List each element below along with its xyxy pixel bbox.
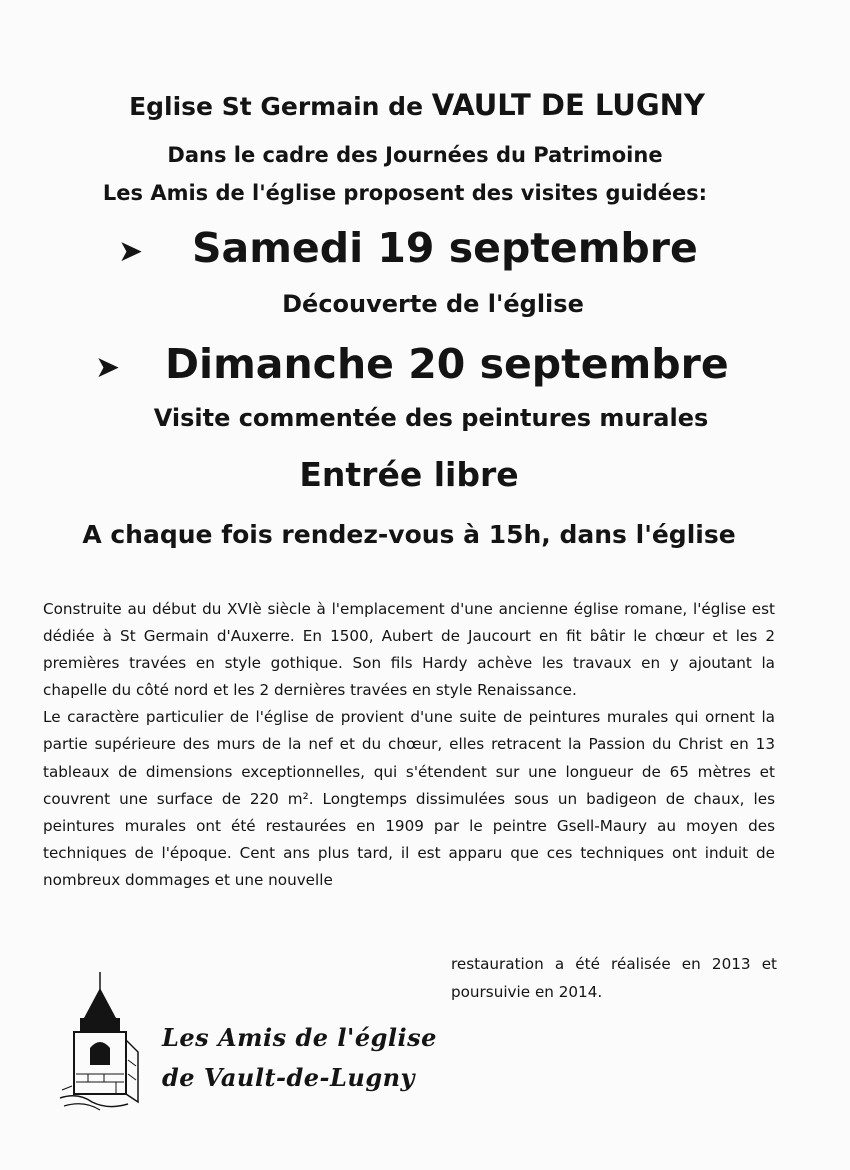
history-paragraph-2: Le caractère particulier de l'église de provient d'une suite de peintures murales qui ornent la partie supérieure des murs de la nef et du chœur, elles retracent la Passion du Christ en 13 tableaux de dimensions exceptionnelles, qui s'étendent sur une longueur de 65 mètres et couvrent une surface de 220 m². Longtemps dissimulées sous un badigeon de chaux, les peintures murales ont été restaurées en 1909 par le peintre Gsell-Maury au moyen des techniques de l'époque. Cent ans plus tard, il est apparu que ces techniques ont induit de nombreux dommages et une nouvelle: [43, 708, 775, 889]
signature-association: [162, 1018, 437, 1098]
title-village: VAULT DE LUGNY: [431, 88, 705, 122]
arrow-bullet-icon: ➤: [95, 350, 121, 385]
history-paragraph-1: Construite au début du XVIè siècle à l'emplacement d'une ancienne église romane, l'église est dédiée à St Germain d'Auxerre. En 1500, Aubert de Jaucourt en fit bâtir le chœur et les 2 premières travées en style gothique. Son fils Hardy achève les travaux en y ajoutant la chapelle du côté nord et les 2 dernières travées en style Renaissance.: [43, 600, 775, 700]
signature-line-1: Les Amis de l'église: [162, 1023, 437, 1052]
signature-line-2: de Vault-de-Lugny: [162, 1063, 415, 1092]
page-title: [0, 88, 842, 122]
rendezvous-info: A chaque fois rendez-vous à 15h, dans l'église: [82, 520, 736, 549]
subtitle-heritage-days: Dans le cadre des Journées du Patrimoine: [167, 143, 663, 167]
title-prefix: Eglise St Germain de: [129, 92, 432, 121]
history-text: [43, 596, 775, 894]
arrow-bullet-icon: ➤: [118, 234, 144, 269]
event-description-sunday: Visite commentée des peintures murales: [153, 404, 709, 432]
event-date-saturday: Samedi 19 septembre: [192, 224, 698, 272]
event-description-saturday: Découverte de l'église: [282, 290, 584, 318]
subtitle-guided-visits: Les Amis de l'église proposent des visites guidées:: [102, 181, 708, 205]
history-paragraph-2-tail: restauration a été réalisée en 2013 et poursuivie en 2014.: [451, 955, 777, 1001]
church-bell-tower-icon: [58, 970, 148, 1115]
free-entry-label: Entrée libre: [299, 455, 519, 494]
event-date-sunday: Dimanche 20 septembre: [165, 340, 729, 388]
